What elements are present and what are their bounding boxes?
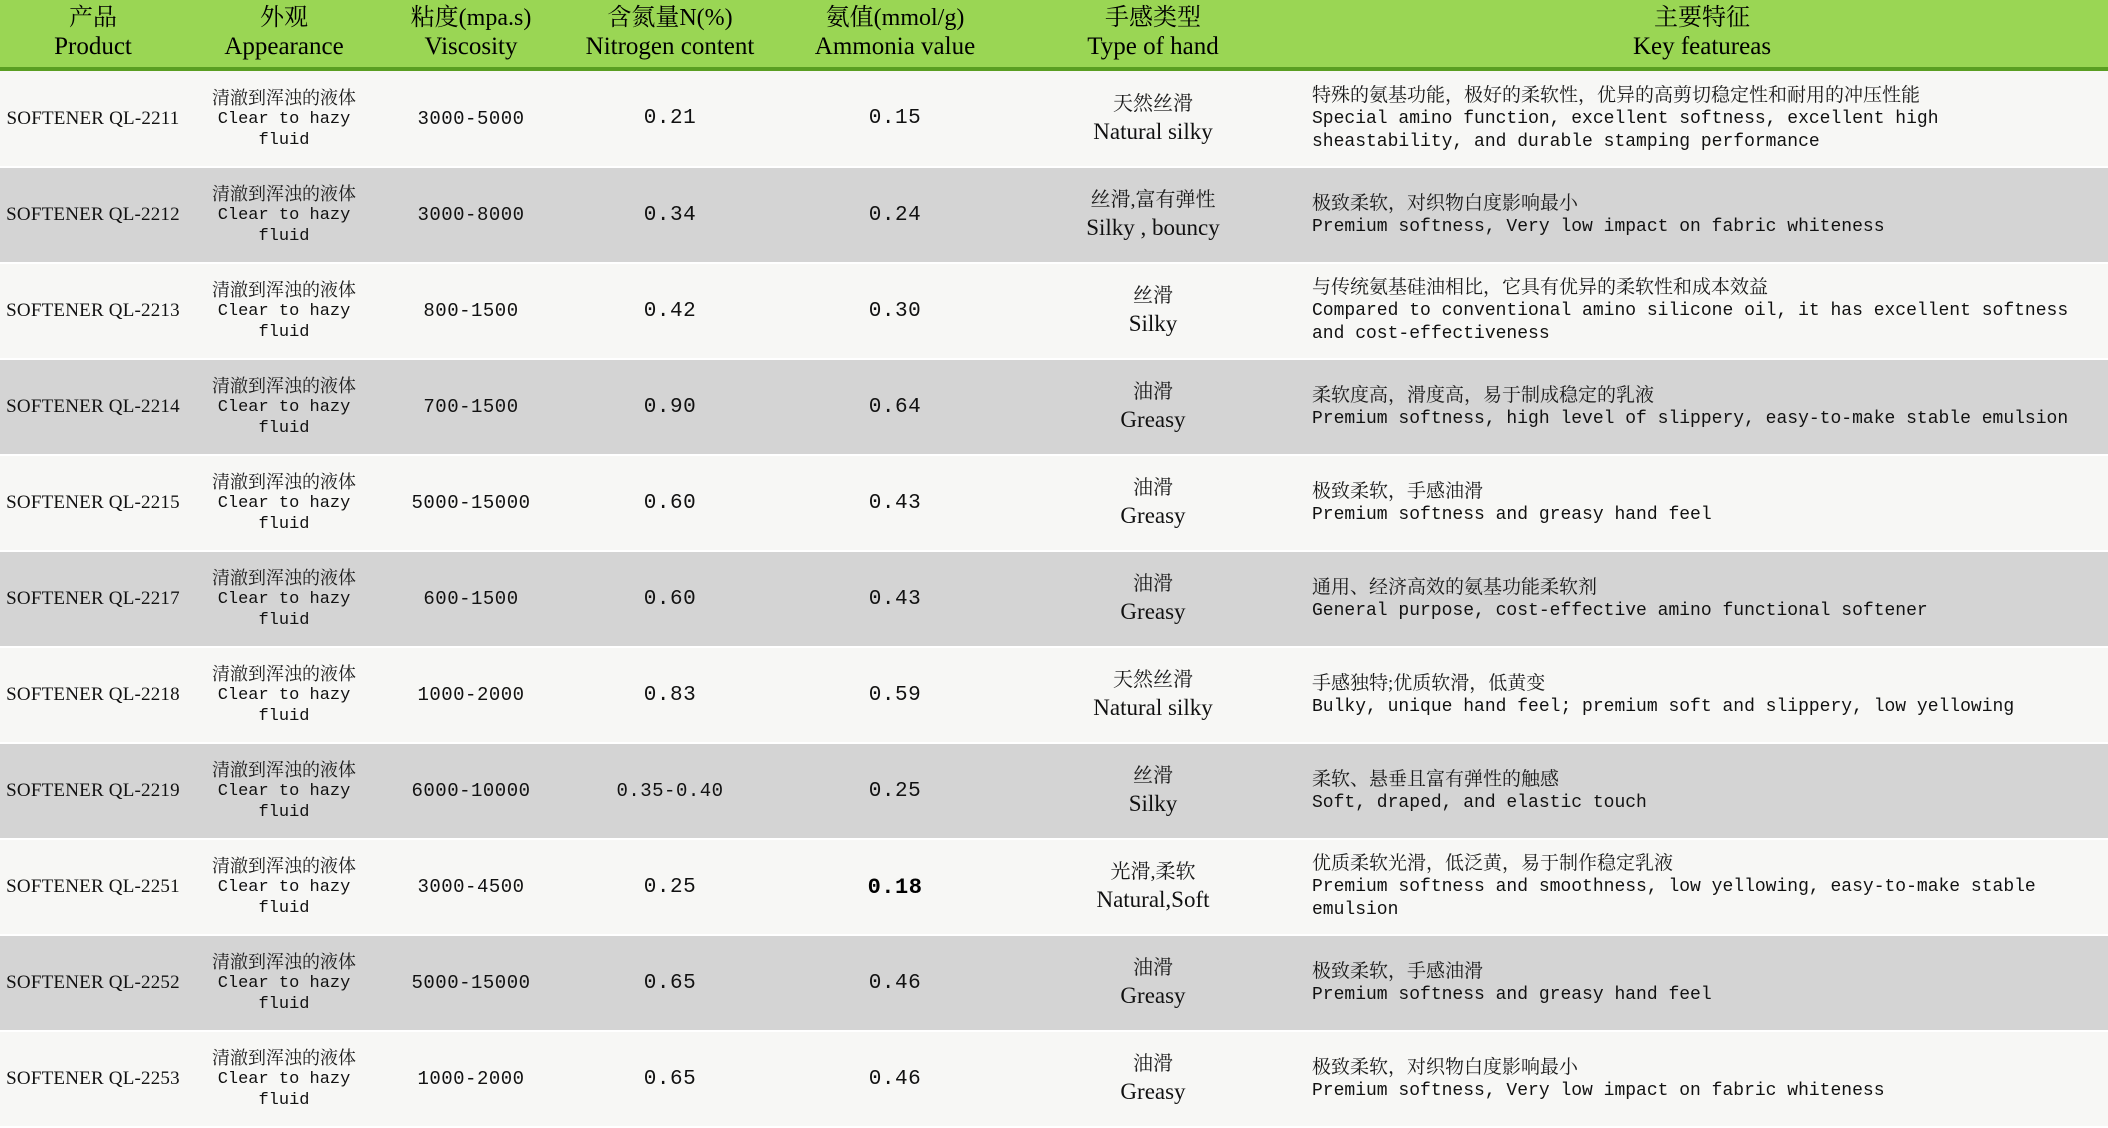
hand-zh: 天然丝滑 <box>1113 669 1193 691</box>
features-zh: 极致柔软，对织物白度影响最小 <box>1312 192 1579 214</box>
cell-nitrogen: 0.83 <box>560 647 780 743</box>
features-en: General purpose, cost-effective amino functional softener <box>1312 600 1928 621</box>
cell-type-of-hand <box>1010 455 1296 551</box>
appearance-zh: 清澈到浑浊的液体 <box>212 760 356 780</box>
cell-type-of-hand <box>1010 71 1296 167</box>
features-zh: 极致柔软，手感油滑 <box>1312 480 1484 502</box>
cell-appearance <box>186 167 382 263</box>
header-en: Type of hand <box>1087 33 1219 60</box>
cell-type-of-hand <box>1010 647 1296 743</box>
product-spec-table <box>0 0 2108 67</box>
appearance-en: Clear to hazy fluid <box>217 1070 351 1110</box>
cell-nitrogen: 0.35-0.40 <box>560 743 780 839</box>
cell-viscosity: 5000-15000 <box>382 455 560 551</box>
table-row <box>0 839 2108 935</box>
table-row <box>0 743 2108 839</box>
features-en: Soft, draped, and elastic touch <box>1312 792 1647 813</box>
cell-nitrogen: 0.90 <box>560 359 780 455</box>
appearance-zh: 清澈到浑浊的液体 <box>212 280 356 300</box>
cell-product: SOFTENER QL-2215 <box>0 455 186 551</box>
header-en: Ammonia value <box>814 33 976 60</box>
cell-product: SOFTENER QL-2217 <box>0 551 186 647</box>
cell-type-of-hand <box>1010 551 1296 647</box>
cell-product: SOFTENER QL-2211 <box>0 71 186 167</box>
cell-nitrogen: 0.21 <box>560 71 780 167</box>
cell-product: SOFTENER QL-2253 <box>0 1031 186 1127</box>
hand-en: Greasy <box>1120 983 1186 1008</box>
cell-nitrogen: 0.65 <box>560 1031 780 1127</box>
features-zh: 柔软、悬垂且富有弹性的触感 <box>1312 768 1560 790</box>
cell-appearance <box>186 263 382 359</box>
cell-viscosity: 6000-10000 <box>382 743 560 839</box>
cell-type-of-hand <box>1010 263 1296 359</box>
cell-appearance <box>186 1031 382 1127</box>
cell-ammonia: 0.18 <box>780 839 1010 935</box>
header-zh: 氨值(mmol/g) <box>825 5 965 31</box>
features-zh: 与传统氨基硅油相比，它具有优异的柔软性和成本效益 <box>1312 277 1769 298</box>
cell-key-features <box>1296 743 2108 839</box>
features-en: Premium softness, Very low impact on fabric whiteness <box>1312 216 1885 237</box>
header-zh: 产品 <box>69 5 117 31</box>
header-en: Appearance <box>224 33 344 60</box>
table-body <box>0 71 2108 1127</box>
table-row <box>0 551 2108 647</box>
features-zh: 极致柔软，手感油滑 <box>1312 960 1484 982</box>
cell-type-of-hand <box>1010 839 1296 935</box>
cell-product: SOFTENER QL-2212 <box>0 167 186 263</box>
appearance-zh: 清澈到浑浊的液体 <box>212 376 356 396</box>
cell-ammonia: 0.64 <box>780 359 1010 455</box>
appearance-en: Clear to hazy fluid <box>217 878 351 918</box>
appearance-en: Clear to hazy fluid <box>217 686 351 726</box>
cell-ammonia: 0.30 <box>780 263 1010 359</box>
column-header-key-features <box>1296 0 2108 67</box>
features-zh: 手感独特;优质软滑，低黄变 <box>1312 672 1546 694</box>
hand-en: Natural silky <box>1093 695 1213 720</box>
cell-type-of-hand <box>1010 1031 1296 1127</box>
cell-product: SOFTENER QL-2252 <box>0 935 186 1031</box>
cell-ammonia: 0.25 <box>780 743 1010 839</box>
hand-en: Greasy <box>1120 407 1186 432</box>
hand-zh: 光滑,柔软 <box>1110 861 1196 883</box>
column-header-appearance <box>186 0 382 67</box>
cell-ammonia: 0.46 <box>780 935 1010 1031</box>
cell-type-of-hand <box>1010 935 1296 1031</box>
table-row <box>0 455 2108 551</box>
appearance-zh: 清澈到浑浊的液体 <box>212 1048 356 1068</box>
header-en: Product <box>54 33 132 60</box>
hand-zh: 油滑 <box>1133 957 1173 979</box>
cell-appearance <box>186 743 382 839</box>
hand-en: Silky <box>1128 311 1178 336</box>
column-header-viscosity <box>382 0 560 67</box>
hand-en: Greasy <box>1120 599 1186 624</box>
features-en: Premium softness and greasy hand feel <box>1312 504 1712 525</box>
hand-en: Natural silky <box>1093 118 1213 144</box>
hand-en: Silky , bouncy <box>1086 215 1220 240</box>
appearance-zh: 清澈到浑浊的液体 <box>212 952 356 972</box>
column-header-product <box>0 0 186 67</box>
cell-product: SOFTENER QL-2214 <box>0 359 186 455</box>
appearance-en: Clear to hazy fluid <box>217 974 351 1014</box>
header-en: Key featureas <box>1632 33 1772 60</box>
cell-type-of-hand <box>1010 743 1296 839</box>
appearance-en: Clear to hazy fluid <box>217 494 351 534</box>
hand-zh: 油滑 <box>1133 381 1173 403</box>
cell-key-features <box>1296 71 2108 167</box>
hand-zh: 丝滑 <box>1133 765 1173 787</box>
appearance-en: Clear to hazy fluid <box>217 206 351 246</box>
cell-appearance <box>186 359 382 455</box>
table-row <box>0 1031 2108 1127</box>
header-zh: 手感类型 <box>1105 5 1201 31</box>
cell-appearance <box>186 839 382 935</box>
column-header-ammonia-value <box>780 0 1010 67</box>
header-zh: 主要特征 <box>1654 5 1750 31</box>
header-zh: 外观 <box>260 5 308 31</box>
cell-nitrogen: 0.60 <box>560 455 780 551</box>
appearance-zh: 清澈到浑浊的液体 <box>212 472 356 492</box>
table-row <box>0 263 2108 359</box>
table-row <box>0 167 2108 263</box>
product-spec-body-table <box>0 71 2108 1128</box>
cell-ammonia: 0.43 <box>780 551 1010 647</box>
hand-zh: 丝滑 <box>1133 285 1173 307</box>
hand-zh: 油滑 <box>1133 1053 1173 1075</box>
cell-product: SOFTENER QL-2213 <box>0 263 186 359</box>
appearance-en: Clear to hazy fluid <box>217 109 351 150</box>
column-header-type-of-hand <box>1010 0 1296 67</box>
appearance-en: Clear to hazy fluid <box>217 398 351 438</box>
cell-type-of-hand <box>1010 359 1296 455</box>
header-zh: 含氮量N(%) <box>607 5 733 31</box>
hand-zh: 天然丝滑 <box>1113 92 1193 115</box>
hand-en: Greasy <box>1120 1079 1186 1104</box>
cell-type-of-hand <box>1010 167 1296 263</box>
appearance-zh: 清澈到浑浊的液体 <box>212 184 356 204</box>
features-en: Compared to conventional amino silicone oil, it has excellent softness and cost-effectiveness <box>1312 301 2069 344</box>
features-en: Premium softness, high level of slippery, easy-to-make stable emulsion <box>1312 408 2069 429</box>
cell-appearance <box>186 551 382 647</box>
header-row <box>0 0 2108 67</box>
features-zh: 极致柔软，对织物白度影响最小 <box>1312 1056 1579 1078</box>
features-zh: 柔软度高，滑度高，易于制成稳定的乳液 <box>1312 384 1655 406</box>
cell-product: SOFTENER QL-2218 <box>0 647 186 743</box>
table-row <box>0 359 2108 455</box>
cell-nitrogen: 0.42 <box>560 263 780 359</box>
hand-zh: 油滑 <box>1133 477 1173 499</box>
cell-appearance <box>186 71 382 167</box>
cell-key-features <box>1296 647 2108 743</box>
cell-viscosity: 600-1500 <box>382 551 560 647</box>
cell-key-features <box>1296 935 2108 1031</box>
appearance-en: Clear to hazy fluid <box>217 590 351 630</box>
table-row <box>0 935 2108 1031</box>
cell-viscosity: 3000-5000 <box>382 71 560 167</box>
header-zh: 粘度(mpa.s) <box>410 5 532 31</box>
features-en: Premium softness, Very low impact on fabric whiteness <box>1312 1080 1885 1101</box>
cell-viscosity: 700-1500 <box>382 359 560 455</box>
features-en: Bulky, unique hand feel; premium soft and slippery, low yellowing <box>1312 696 2015 717</box>
features-zh: 通用、经济高效的氨基功能柔软剂 <box>1312 576 1598 598</box>
cell-ammonia: 0.59 <box>780 647 1010 743</box>
appearance-en: Clear to hazy fluid <box>217 782 351 822</box>
cell-ammonia: 0.43 <box>780 455 1010 551</box>
hand-en: Silky <box>1128 791 1178 816</box>
cell-viscosity: 1000-2000 <box>382 1031 560 1127</box>
cell-ammonia: 0.24 <box>780 167 1010 263</box>
features-en: Premium softness and smoothness, low yellowing, easy-to-make stable emulsion <box>1312 877 2036 920</box>
hand-zh: 油滑 <box>1133 573 1173 595</box>
features-en: Special amino function, excellent softness, excellent high sheastability, and durable stamping performance <box>1312 108 1939 152</box>
features-zh: 特殊的氨基功能，极好的柔软性，优异的高剪切稳定性和耐用的冲压性能 <box>1312 84 1921 106</box>
hand-en: Natural,Soft <box>1096 887 1210 912</box>
cell-key-features <box>1296 1031 2108 1127</box>
cell-nitrogen: 0.25 <box>560 839 780 935</box>
cell-viscosity: 5000-15000 <box>382 935 560 1031</box>
appearance-zh: 清澈到浑浊的液体 <box>212 856 356 876</box>
cell-product: SOFTENER QL-2219 <box>0 743 186 839</box>
header-en: Viscosity <box>424 33 518 60</box>
cell-key-features <box>1296 455 2108 551</box>
cell-key-features <box>1296 359 2108 455</box>
cell-viscosity: 3000-8000 <box>382 167 560 263</box>
header-en: Nitrogen content <box>585 33 755 60</box>
cell-nitrogen: 0.34 <box>560 167 780 263</box>
cell-key-features <box>1296 167 2108 263</box>
cell-appearance <box>186 647 382 743</box>
appearance-zh: 清澈到浑浊的液体 <box>212 87 356 108</box>
cell-product: SOFTENER QL-2251 <box>0 839 186 935</box>
cell-viscosity: 3000-4500 <box>382 839 560 935</box>
cell-nitrogen: 0.65 <box>560 935 780 1031</box>
hand-zh: 丝滑,富有弹性 <box>1090 189 1216 211</box>
cell-ammonia: 0.15 <box>780 71 1010 167</box>
cell-appearance <box>186 455 382 551</box>
cell-viscosity: 1000-2000 <box>382 647 560 743</box>
column-header-nitrogen-content <box>560 0 780 67</box>
cell-appearance <box>186 935 382 1031</box>
cell-key-features <box>1296 551 2108 647</box>
table-row <box>0 647 2108 743</box>
cell-viscosity: 800-1500 <box>382 263 560 359</box>
hand-en: Greasy <box>1120 503 1186 528</box>
table-header <box>0 0 2108 67</box>
features-zh: 优质柔软光滑，低泛黄，易于制作稳定乳液 <box>1312 853 1674 874</box>
cell-nitrogen: 0.60 <box>560 551 780 647</box>
appearance-zh: 清澈到浑浊的液体 <box>212 568 356 588</box>
table-row <box>0 71 2108 167</box>
cell-key-features <box>1296 263 2108 359</box>
appearance-en: Clear to hazy fluid <box>217 302 351 342</box>
cell-ammonia: 0.46 <box>780 1031 1010 1127</box>
features-en: Premium softness and greasy hand feel <box>1312 984 1712 1005</box>
appearance-zh: 清澈到浑浊的液体 <box>212 664 356 684</box>
cell-key-features <box>1296 839 2108 935</box>
